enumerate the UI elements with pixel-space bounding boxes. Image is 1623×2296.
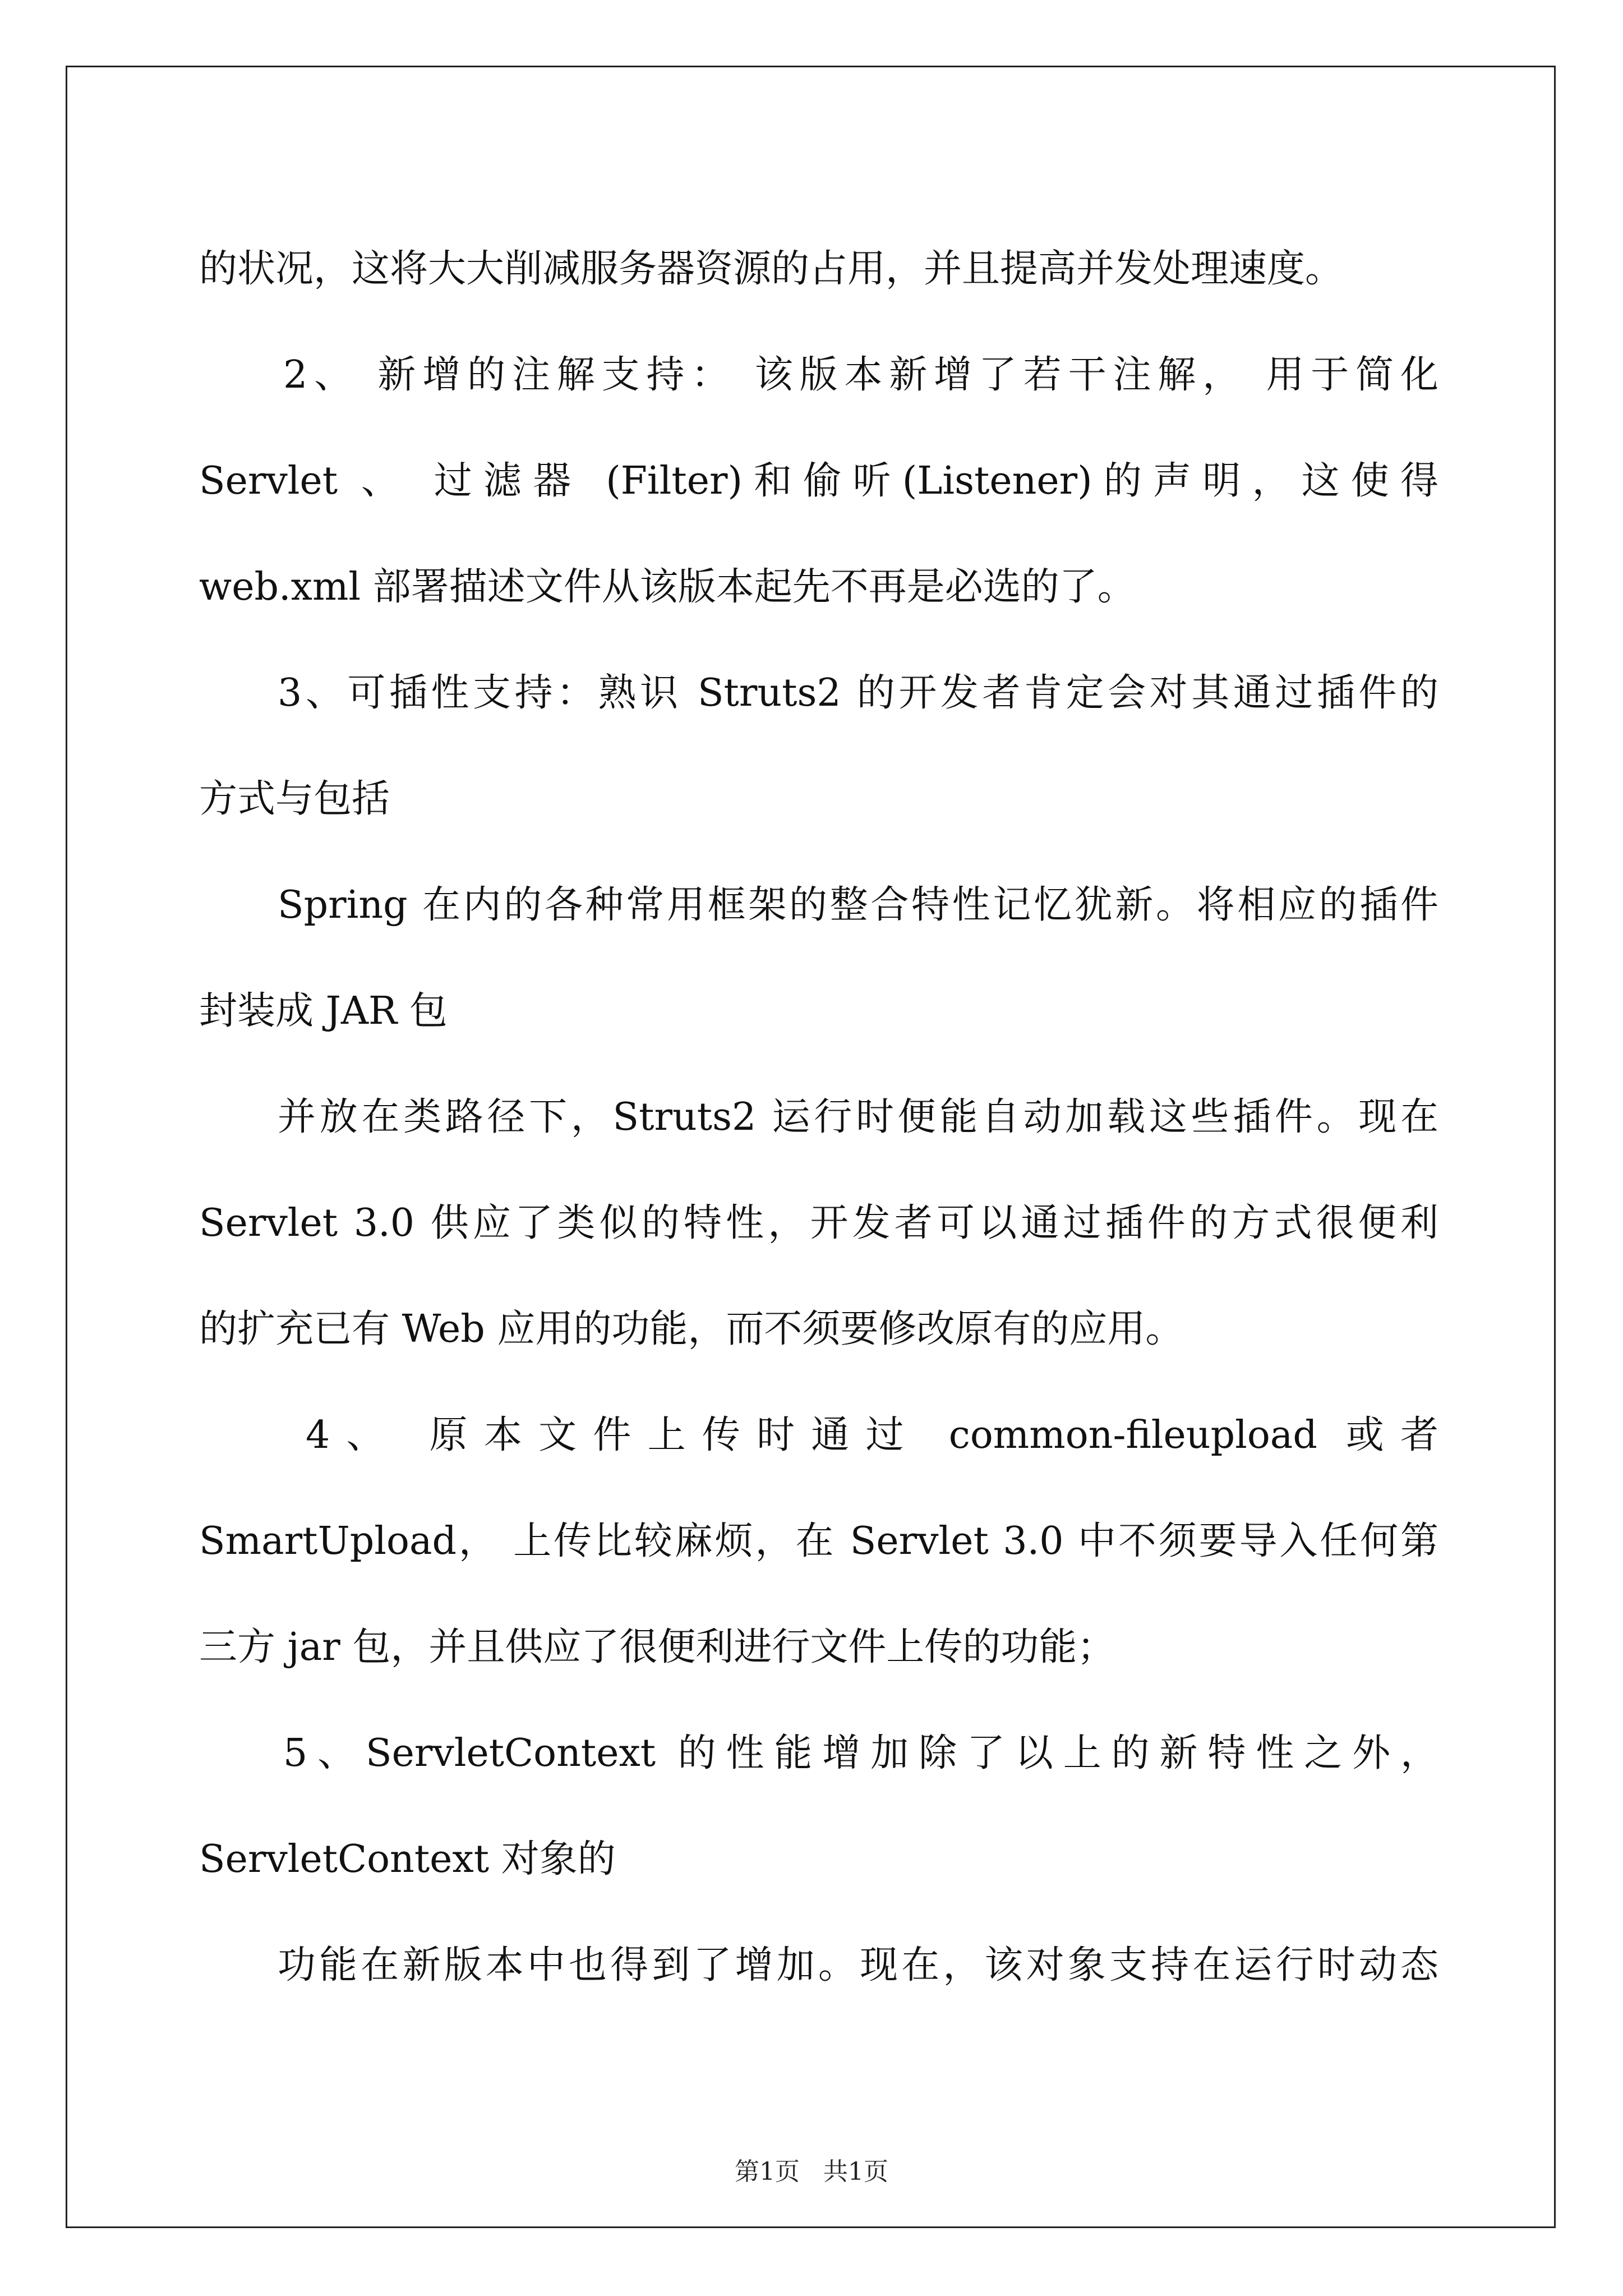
document-body	[199, 216, 1438, 2018]
text-line-2: 2、 新增的注解支持： 该版本新增了若干注解， 用于简化	[283, 353, 1438, 397]
text-line-3: Servlet 、 过滤器 (Filter)和偷听(Listener)的声明，这使得	[199, 459, 1438, 503]
text-line-7: Spring 在内的各种常用框架的整合特性记忆犹新。将相应的插件	[278, 883, 1438, 927]
text-line-11: 的扩充已有 Web 应用的功能，而不须要修改原有的应用。	[199, 1307, 1184, 1351]
text-line-8: 封装成 JAR 包	[199, 989, 448, 1033]
page-footer: 第1页 共1页	[735, 2157, 888, 2186]
text-line-6: 方式与包括	[199, 777, 390, 821]
text-line-4: web.xml 部署描述文件从该版本起先不再是必选的了。	[199, 565, 1136, 609]
text-line-5: 3、可插性支持：熟识 Struts2 的开发者肯定会对其通过插件的	[278, 671, 1438, 715]
text-line-9: 并放在类路径下，Struts2 运行时便能自动加载这些插件。现在	[278, 1095, 1438, 1139]
text-line-17: 功能在新版本中也得到了增加。现在，该对象支持在运行时动态	[278, 1943, 1438, 1987]
text-line-12: 4、 原本文件上传时通过 common-fileupload 或者	[306, 1413, 1438, 1457]
text-line-13: SmartUpload， 上传比较麻烦，在 Servlet 3.0 中不须要导入任何第	[199, 1519, 1438, 1563]
text-line-15: 5、ServletContext 的性能增加除了以上的新特性之外，	[283, 1731, 1438, 1775]
text-line-10: Servlet 3.0 供应了类似的特性，开发者可以通过插件的方式很便利	[199, 1201, 1438, 1245]
text-line-1: 的状况，这将大大削减服务器资源的占用，并且提高并发处理速度。	[199, 247, 1344, 291]
text-line-14: 三方 jar 包，并且供应了很便利进行文件上传的功能；	[199, 1625, 1115, 1669]
text-line-16: ServletContext 对象的	[199, 1837, 616, 1881]
